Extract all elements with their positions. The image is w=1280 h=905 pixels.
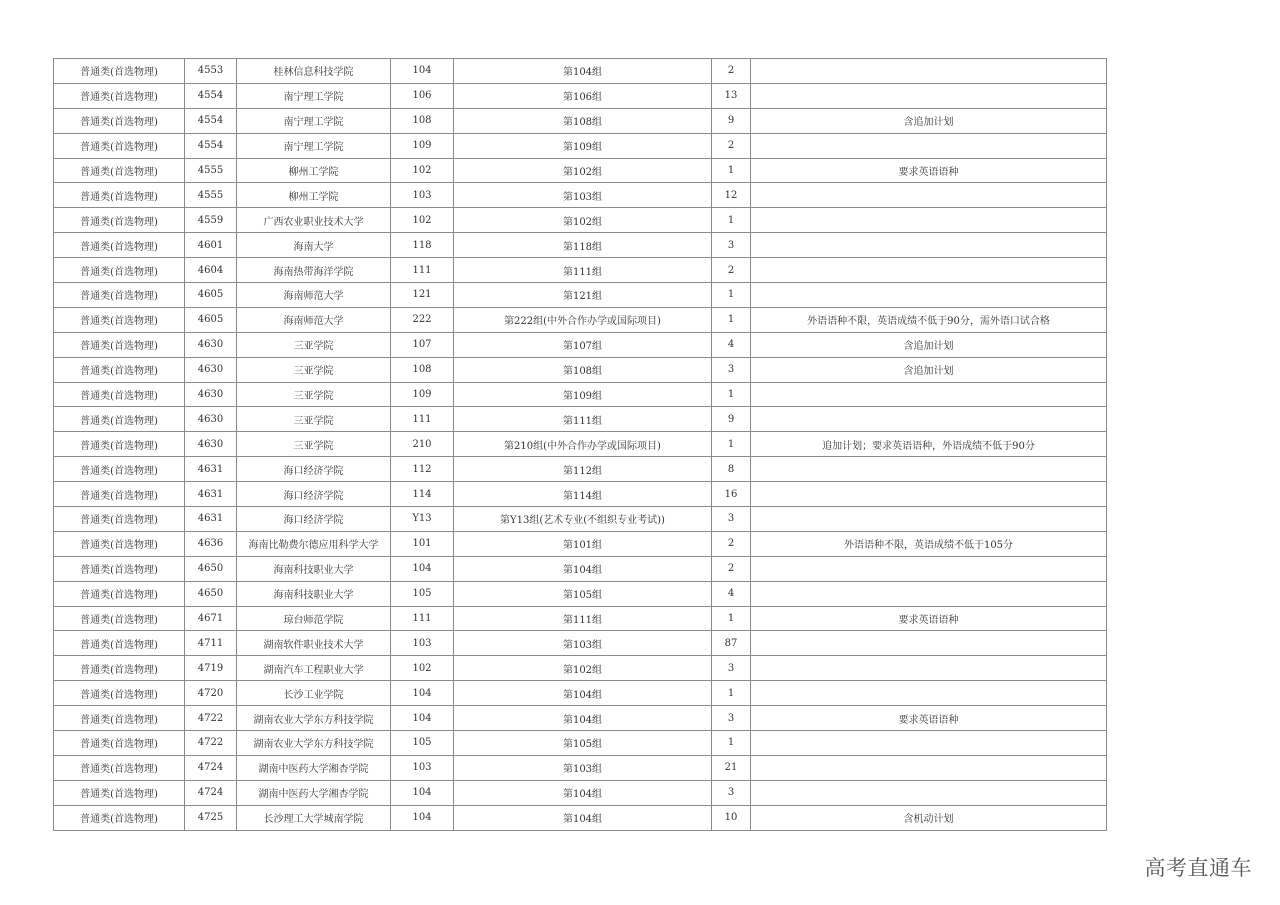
category-cell: 普通类(首选物理)	[54, 681, 185, 706]
plan-count-cell: 1	[712, 606, 751, 631]
school-name-cell: 海南比勒费尔德应用科学大学	[237, 531, 391, 556]
group-name-cell: 第109组	[454, 382, 712, 407]
remark-cell	[751, 556, 1107, 581]
group-name-cell: 第102组	[454, 158, 712, 183]
school-name-cell: 长沙理工大学城南学院	[237, 805, 391, 830]
table-row	[54, 755, 1107, 780]
group-code-cell: 105	[391, 581, 454, 606]
remark-cell	[751, 656, 1107, 681]
category-cell: 普通类(首选物理)	[54, 805, 185, 830]
table-row	[54, 457, 1107, 482]
school-name-cell: 琼台师范学院	[237, 606, 391, 631]
category-cell: 普通类(首选物理)	[54, 656, 185, 681]
table-row	[54, 183, 1107, 208]
school-code-cell: 4630	[185, 407, 237, 432]
table-row	[54, 631, 1107, 656]
plan-count-cell: 3	[712, 507, 751, 532]
school-code-cell: 4630	[185, 432, 237, 457]
category-cell: 普通类(首选物理)	[54, 59, 185, 84]
category-cell: 普通类(首选物理)	[54, 780, 185, 805]
school-code-cell: 4555	[185, 158, 237, 183]
remark-cell: 追加计划；要求英语语种，外语成绩不低于90分	[751, 432, 1107, 457]
group-code-cell: 108	[391, 108, 454, 133]
school-name-cell: 海口经济学院	[237, 457, 391, 482]
group-name-cell: 第108组	[454, 108, 712, 133]
category-cell: 普通类(首选物理)	[54, 731, 185, 756]
category-cell: 普通类(首选物理)	[54, 706, 185, 731]
plan-count-cell: 16	[712, 482, 751, 507]
group-code-cell: 103	[391, 631, 454, 656]
plan-count-cell: 3	[712, 357, 751, 382]
remark-cell: 外语语种不限，英语成绩不低于90分，需外语口试合格	[751, 307, 1107, 332]
group-code-cell: 105	[391, 731, 454, 756]
group-code-cell: 108	[391, 357, 454, 382]
remark-cell	[751, 681, 1107, 706]
table-row	[54, 357, 1107, 382]
group-code-cell: 106	[391, 83, 454, 108]
school-name-cell: 海南师范大学	[237, 283, 391, 308]
school-code-cell: 4636	[185, 531, 237, 556]
table-row	[54, 258, 1107, 283]
school-name-cell: 三亚学院	[237, 407, 391, 432]
category-cell: 普通类(首选物理)	[54, 531, 185, 556]
plan-count-cell: 1	[712, 307, 751, 332]
plan-count-cell: 1	[712, 208, 751, 233]
category-cell: 普通类(首选物理)	[54, 258, 185, 283]
category-cell: 普通类(首选物理)	[54, 581, 185, 606]
school-code-cell: 4630	[185, 357, 237, 382]
watermark-text: 高考直通车	[1144, 856, 1252, 880]
school-code-cell: 4554	[185, 133, 237, 158]
group-code-cell: 222	[391, 307, 454, 332]
category-cell: 普通类(首选物理)	[54, 208, 185, 233]
table-row	[54, 158, 1107, 183]
school-code-cell: 4719	[185, 656, 237, 681]
group-name-cell: 第103组	[454, 183, 712, 208]
school-name-cell: 海南科技职业大学	[237, 581, 391, 606]
group-code-cell: 104	[391, 706, 454, 731]
table-row	[54, 805, 1107, 830]
school-name-cell: 南宁理工学院	[237, 108, 391, 133]
school-code-cell: 4555	[185, 183, 237, 208]
table-row	[54, 59, 1107, 84]
remark-cell	[751, 457, 1107, 482]
group-code-cell: 104	[391, 780, 454, 805]
school-name-cell: 海南科技职业大学	[237, 556, 391, 581]
plan-count-cell: 21	[712, 755, 751, 780]
table-row	[54, 606, 1107, 631]
group-code-cell: 103	[391, 755, 454, 780]
group-name-cell: 第111组	[454, 606, 712, 631]
plan-count-cell: 1	[712, 731, 751, 756]
school-code-cell: 4601	[185, 233, 237, 258]
remark-cell	[751, 581, 1107, 606]
group-name-cell: 第104组	[454, 556, 712, 581]
group-name-cell: 第103组	[454, 755, 712, 780]
group-code-cell: 104	[391, 805, 454, 830]
group-name-cell: 第103组	[454, 631, 712, 656]
remark-cell	[751, 482, 1107, 507]
plan-count-cell: 1	[712, 382, 751, 407]
category-cell: 普通类(首选物理)	[54, 382, 185, 407]
school-code-cell: 4725	[185, 805, 237, 830]
remark-cell	[751, 382, 1107, 407]
group-name-cell: 第102组	[454, 656, 712, 681]
category-cell: 普通类(首选物理)	[54, 606, 185, 631]
school-name-cell: 广西农业职业技术大学	[237, 208, 391, 233]
school-name-cell: 海口经济学院	[237, 507, 391, 532]
plan-count-cell: 3	[712, 780, 751, 805]
group-code-cell: 104	[391, 59, 454, 84]
school-name-cell: 湖南农业大学东方科技学院	[237, 731, 391, 756]
plan-count-cell: 9	[712, 108, 751, 133]
plan-count-cell: 2	[712, 531, 751, 556]
category-cell: 普通类(首选物理)	[54, 556, 185, 581]
group-name-cell: 第104组	[454, 59, 712, 84]
school-code-cell: 4711	[185, 631, 237, 656]
school-name-cell: 湖南汽车工程职业大学	[237, 656, 391, 681]
plan-count-cell: 9	[712, 407, 751, 432]
table-row	[54, 482, 1107, 507]
school-code-cell: 4650	[185, 581, 237, 606]
table-row	[54, 332, 1107, 357]
category-cell: 普通类(首选物理)	[54, 407, 185, 432]
group-name-cell: 第101组	[454, 531, 712, 556]
group-code-cell: 101	[391, 531, 454, 556]
remark-cell: 要求英语语种	[751, 606, 1107, 631]
plan-count-cell: 3	[712, 656, 751, 681]
table-row	[54, 233, 1107, 258]
school-code-cell: 4631	[185, 457, 237, 482]
school-code-cell: 4630	[185, 382, 237, 407]
group-code-cell: 112	[391, 457, 454, 482]
category-cell: 普通类(首选物理)	[54, 507, 185, 532]
school-code-cell: 4631	[185, 482, 237, 507]
category-cell: 普通类(首选物理)	[54, 432, 185, 457]
group-name-cell: 第121组	[454, 283, 712, 308]
table-row	[54, 780, 1107, 805]
group-name-cell: 第Y13组(艺术专业(不组织专业考试))	[454, 507, 712, 532]
group-name-cell: 第104组	[454, 780, 712, 805]
remark-cell	[751, 507, 1107, 532]
plan-count-cell: 4	[712, 581, 751, 606]
remark-cell: 含追加计划	[751, 357, 1107, 382]
school-code-cell: 4650	[185, 556, 237, 581]
group-code-cell: 111	[391, 258, 454, 283]
table-row	[54, 133, 1107, 158]
group-name-cell: 第106组	[454, 83, 712, 108]
school-name-cell: 海南大学	[237, 233, 391, 258]
plan-count-cell: 2	[712, 59, 751, 84]
remark-cell	[751, 780, 1107, 805]
group-name-cell: 第105组	[454, 581, 712, 606]
school-code-cell: 4554	[185, 108, 237, 133]
category-cell: 普通类(首选物理)	[54, 307, 185, 332]
school-name-cell: 三亚学院	[237, 382, 391, 407]
school-code-cell: 4605	[185, 283, 237, 308]
school-name-cell: 三亚学院	[237, 332, 391, 357]
group-code-cell: 102	[391, 656, 454, 681]
table-row	[54, 556, 1107, 581]
plan-count-cell: 1	[712, 432, 751, 457]
plan-count-cell: 2	[712, 258, 751, 283]
group-code-cell: 118	[391, 233, 454, 258]
group-name-cell: 第104组	[454, 681, 712, 706]
group-name-cell: 第104组	[454, 805, 712, 830]
group-code-cell: 102	[391, 158, 454, 183]
plan-count-cell: 2	[712, 556, 751, 581]
category-cell: 普通类(首选物理)	[54, 233, 185, 258]
remark-cell	[751, 59, 1107, 84]
category-cell: 普通类(首选物理)	[54, 133, 185, 158]
table-row	[54, 681, 1107, 706]
category-cell: 普通类(首选物理)	[54, 158, 185, 183]
admission-plan-table	[53, 58, 1107, 831]
school-name-cell: 三亚学院	[237, 357, 391, 382]
category-cell: 普通类(首选物理)	[54, 183, 185, 208]
table-row	[54, 83, 1107, 108]
plan-count-cell: 3	[712, 233, 751, 258]
group-name-cell: 第222组(中外合作办学或国际项目)	[454, 307, 712, 332]
group-code-cell: 111	[391, 407, 454, 432]
group-name-cell: 第104组	[454, 706, 712, 731]
school-code-cell: 4724	[185, 780, 237, 805]
remark-cell	[751, 755, 1107, 780]
group-code-cell: 114	[391, 482, 454, 507]
table-body	[54, 59, 1107, 831]
plan-count-cell: 2	[712, 133, 751, 158]
school-name-cell: 长沙工业学院	[237, 681, 391, 706]
remark-cell: 要求英语语种	[751, 158, 1107, 183]
school-name-cell: 湖南软件职业技术大学	[237, 631, 391, 656]
remark-cell: 含追加计划	[751, 108, 1107, 133]
table-row	[54, 382, 1107, 407]
school-code-cell: 4630	[185, 332, 237, 357]
group-name-cell: 第109组	[454, 133, 712, 158]
category-cell: 普通类(首选物理)	[54, 631, 185, 656]
group-code-cell: 104	[391, 681, 454, 706]
school-name-cell: 海口经济学院	[237, 482, 391, 507]
school-code-cell: 4554	[185, 83, 237, 108]
group-code-cell: 210	[391, 432, 454, 457]
group-name-cell: 第111组	[454, 407, 712, 432]
remark-cell	[751, 133, 1107, 158]
category-cell: 普通类(首选物理)	[54, 108, 185, 133]
table-row	[54, 283, 1107, 308]
group-name-cell: 第111组	[454, 258, 712, 283]
category-cell: 普通类(首选物理)	[54, 332, 185, 357]
category-cell: 普通类(首选物理)	[54, 83, 185, 108]
plan-count-cell: 13	[712, 83, 751, 108]
table-row	[54, 581, 1107, 606]
school-name-cell: 湖南农业大学东方科技学院	[237, 706, 391, 731]
group-name-cell: 第108组	[454, 357, 712, 382]
plan-count-cell: 10	[712, 805, 751, 830]
table-row	[54, 507, 1107, 532]
remark-cell: 外语语种不限，英语成绩不低于105分	[751, 531, 1107, 556]
school-code-cell: 4671	[185, 606, 237, 631]
group-name-cell: 第107组	[454, 332, 712, 357]
group-code-cell: 104	[391, 556, 454, 581]
remark-cell	[751, 631, 1107, 656]
school-code-cell: 4720	[185, 681, 237, 706]
school-code-cell: 4604	[185, 258, 237, 283]
remark-cell	[751, 731, 1107, 756]
school-code-cell: 4722	[185, 731, 237, 756]
school-name-cell: 海南师范大学	[237, 307, 391, 332]
group-code-cell: 109	[391, 133, 454, 158]
school-name-cell: 南宁理工学院	[237, 83, 391, 108]
group-name-cell: 第114组	[454, 482, 712, 507]
remark-cell: 要求英语语种	[751, 706, 1107, 731]
group-code-cell: 103	[391, 183, 454, 208]
group-name-cell: 第118组	[454, 233, 712, 258]
group-name-cell: 第105组	[454, 731, 712, 756]
plan-count-cell: 1	[712, 283, 751, 308]
school-code-cell: 4559	[185, 208, 237, 233]
plan-count-cell: 87	[712, 631, 751, 656]
group-name-cell: 第210组(中外合作办学或国际项目)	[454, 432, 712, 457]
remark-cell	[751, 183, 1107, 208]
school-name-cell: 柳州工学院	[237, 158, 391, 183]
group-code-cell: 121	[391, 283, 454, 308]
table-row	[54, 531, 1107, 556]
remark-cell	[751, 283, 1107, 308]
group-code-cell: 111	[391, 606, 454, 631]
remark-cell: 含追加计划	[751, 332, 1107, 357]
remark-cell	[751, 208, 1107, 233]
table-row	[54, 731, 1107, 756]
school-code-cell: 4631	[185, 507, 237, 532]
school-code-cell: 4724	[185, 755, 237, 780]
group-code-cell: 109	[391, 382, 454, 407]
table-row	[54, 656, 1107, 681]
school-code-cell: 4605	[185, 307, 237, 332]
school-name-cell: 柳州工学院	[237, 183, 391, 208]
school-name-cell: 桂林信息科技学院	[237, 59, 391, 84]
school-code-cell: 4722	[185, 706, 237, 731]
group-name-cell: 第112组	[454, 457, 712, 482]
plan-count-cell: 12	[712, 183, 751, 208]
table-row	[54, 307, 1107, 332]
remark-cell	[751, 258, 1107, 283]
plan-count-cell: 3	[712, 706, 751, 731]
remark-cell	[751, 407, 1107, 432]
plan-count-cell: 1	[712, 158, 751, 183]
remark-cell	[751, 83, 1107, 108]
table-row	[54, 706, 1107, 731]
group-code-cell: 107	[391, 332, 454, 357]
plan-count-cell: 8	[712, 457, 751, 482]
group-name-cell: 第102组	[454, 208, 712, 233]
table-row	[54, 432, 1107, 457]
school-name-cell: 海南热带海洋学院	[237, 258, 391, 283]
remark-cell: 含机动计划	[751, 805, 1107, 830]
plan-count-cell: 4	[712, 332, 751, 357]
table-row	[54, 407, 1107, 432]
group-code-cell: 102	[391, 208, 454, 233]
group-code-cell: Y13	[391, 507, 454, 532]
school-code-cell: 4553	[185, 59, 237, 84]
table-row	[54, 208, 1107, 233]
remark-cell	[751, 233, 1107, 258]
plan-count-cell: 1	[712, 681, 751, 706]
category-cell: 普通类(首选物理)	[54, 357, 185, 382]
table-row	[54, 108, 1107, 133]
school-name-cell: 湖南中医药大学湘杏学院	[237, 780, 391, 805]
category-cell: 普通类(首选物理)	[54, 482, 185, 507]
category-cell: 普通类(首选物理)	[54, 283, 185, 308]
school-name-cell: 南宁理工学院	[237, 133, 391, 158]
category-cell: 普通类(首选物理)	[54, 457, 185, 482]
category-cell: 普通类(首选物理)	[54, 755, 185, 780]
school-name-cell: 湖南中医药大学湘杏学院	[237, 755, 391, 780]
school-name-cell: 三亚学院	[237, 432, 391, 457]
